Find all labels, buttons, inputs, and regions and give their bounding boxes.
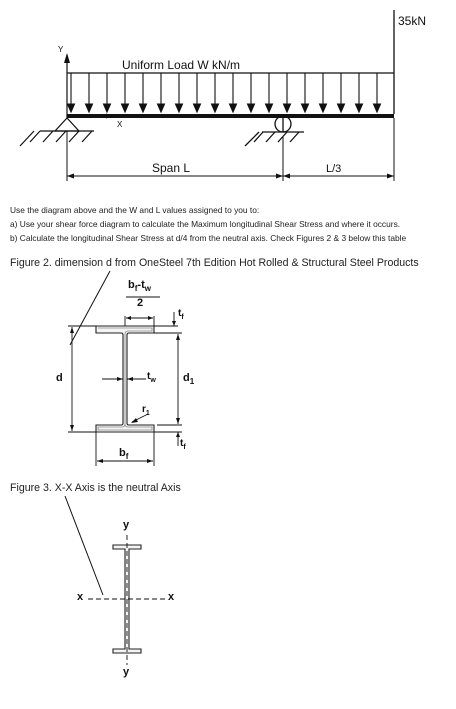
label-d: d	[56, 372, 63, 384]
label-denominator-2: 2	[137, 297, 144, 309]
axis-label-y-bottom: y	[123, 666, 130, 678]
figure3-caption: Figure 3. X-X Axis is the neutral Axis	[10, 482, 181, 494]
overhang-label: L/3	[326, 163, 342, 175]
label-bf: $b_f$	[119, 447, 129, 462]
label-tf-bottom: $t_f$	[180, 438, 186, 451]
axis-label-x-left: x	[77, 591, 84, 603]
label-bf-minus-tw: $b_f-t_w$	[128, 279, 151, 294]
x-axis-label: X	[117, 120, 123, 129]
instruction-intro: Use the diagram above and the W and L values assigned to you to:	[10, 205, 260, 215]
label-tf-top: $t_f$	[178, 308, 184, 321]
instruction-part-a: a) Use your shear force diagram to calculate the Maximum longitudinal Shear Stress and where it occurs.	[10, 219, 401, 229]
span-label: Span L	[152, 161, 191, 175]
figure2-caption: Figure 2. dimension d from OneSteel 7th Edition Hot Rolled & Structural Steel Products	[10, 257, 419, 269]
label-d1: $d_1$	[183, 372, 195, 387]
y-axis-label: Y	[58, 45, 64, 54]
label-tw: $t_w$	[147, 371, 156, 384]
label-r1: $r_1$	[142, 404, 150, 417]
axis-label-x-right: x	[168, 591, 175, 603]
point-load-value: 35kN	[398, 14, 427, 28]
instruction-part-b: b) Calculate the longitudinal Shear Stress at d/4 from the neutral axis. Check Figures 2 & 3 below this table	[10, 233, 407, 243]
axis-label-y-top: y	[123, 519, 130, 531]
udl-label: Uniform Load W kN/m	[122, 58, 241, 72]
